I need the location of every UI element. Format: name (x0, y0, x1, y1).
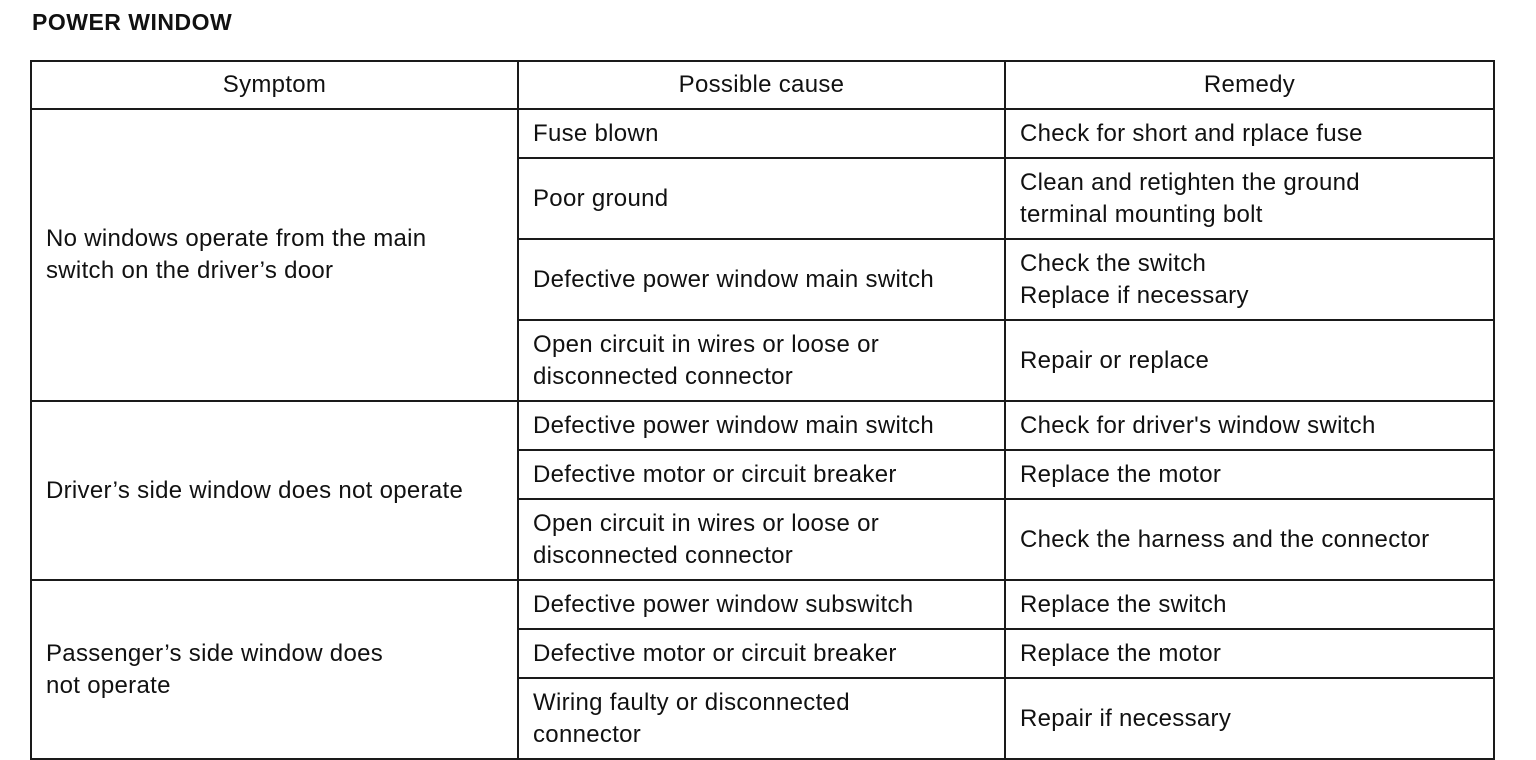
cause-line: Poor ground (533, 184, 669, 212)
symptom-line: No windows operate from the main (46, 225, 427, 252)
remedy-cell (1005, 239, 1494, 320)
cause-line: Defective motor or circuit breaker (533, 639, 897, 667)
table-header-row (31, 61, 1494, 109)
cause-line: Defective power window subswitch (533, 590, 914, 618)
cause-line: Defective power window main switch (533, 411, 935, 439)
cause-line: Fuse blown (533, 119, 659, 147)
cause-cell (518, 678, 1005, 759)
symptom-cell (31, 109, 518, 401)
cause-cell (518, 239, 1005, 320)
table-row (31, 580, 1494, 629)
cause-line: disconnected connector (533, 362, 794, 390)
remedy-line: Clean and retighten the ground (1020, 168, 1360, 196)
remedy-line: Repair or replace (1020, 346, 1210, 374)
header-symptom: Symptom (31, 61, 518, 109)
remedy-cell (1005, 580, 1494, 629)
symptom-line: switch on the driver’s door (46, 257, 334, 284)
header-possible-cause: Possible cause (518, 61, 1005, 109)
symptom-cell (31, 401, 518, 580)
remedy-line: terminal mounting bolt (1020, 200, 1263, 228)
cause-cell (518, 401, 1005, 450)
cause-line: Defective motor or circuit breaker (533, 460, 897, 488)
remedy-line: Replace the motor (1020, 639, 1222, 667)
page-title: POWER WINDOW (32, 9, 233, 35)
remedy-line: Replace the motor (1020, 460, 1222, 488)
header-remedy: Remedy (1005, 61, 1494, 109)
cause-cell (518, 499, 1005, 580)
remedy-cell (1005, 109, 1494, 158)
cause-line: connector (533, 720, 642, 748)
remedy-line: Check for driver's window switch (1020, 411, 1376, 439)
cause-cell (518, 109, 1005, 158)
remedy-cell (1005, 678, 1494, 759)
symptom-line: Driver’s side window does not operate (46, 476, 464, 504)
remedy-cell (1005, 499, 1494, 580)
remedy-line: Replace the switch (1020, 590, 1227, 618)
cause-line: Open circuit in wires or loose or (533, 330, 880, 358)
remedy-cell (1005, 158, 1494, 239)
cause-cell (518, 320, 1005, 401)
remedy-line: Replace if necessary (1020, 281, 1249, 309)
cause-cell (518, 450, 1005, 499)
cause-line: disconnected connector (533, 541, 794, 569)
cause-cell (518, 580, 1005, 629)
cause-line: Wiring faulty or disconnected (533, 688, 850, 716)
cause-cell (518, 629, 1005, 678)
remedy-cell (1005, 320, 1494, 401)
troubleshooting-table (30, 60, 1495, 760)
remedy-line: Check for short and rplace fuse (1020, 119, 1363, 147)
table-row (31, 401, 1494, 450)
cause-cell (518, 158, 1005, 239)
cause-line: Defective power window main switch (533, 265, 935, 293)
symptom-cell (31, 580, 518, 759)
remedy-line: Check the harness and the connector (1020, 525, 1430, 553)
remedy-cell (1005, 401, 1494, 450)
table-row (31, 109, 1494, 158)
symptom-line: Passenger’s side window does (46, 639, 384, 667)
cause-line: Open circuit in wires or loose or (533, 509, 880, 537)
remedy-line: Check the switch (1020, 249, 1207, 277)
remedy-cell (1005, 629, 1494, 678)
remedy-line: Repair if necessary (1020, 704, 1232, 732)
symptom-line: not operate (46, 671, 171, 699)
remedy-cell (1005, 450, 1494, 499)
